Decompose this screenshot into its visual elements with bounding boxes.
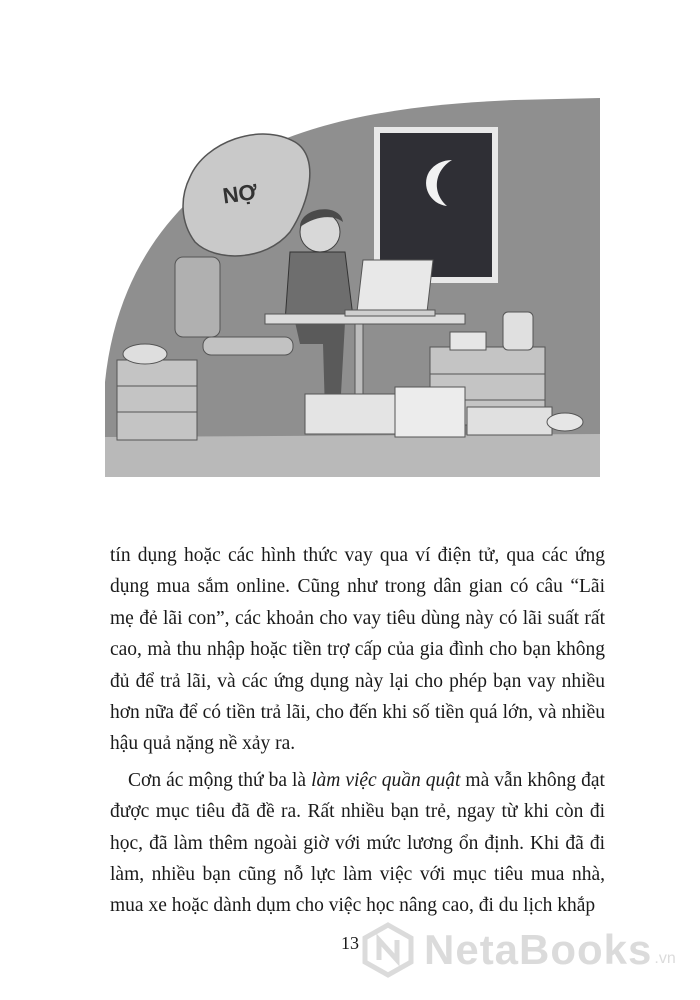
watermark-brand: NetaBooks bbox=[424, 926, 653, 973]
paragraph-2-start: Cơn ác mộng thứ ba là bbox=[128, 769, 312, 791]
paragraph-2-emphasis: làm việc quần quật bbox=[311, 769, 461, 791]
paragraph-2-rest: mà vẫn không đạt được mục tiêu đã đề ra. Rất nhiều bạn trẻ, ngay từ khi còn đi học, đã làm thêm ngoài giờ với mức lương ổn định. Khi đã đi làm, nhiều bạn cũng nỗ lực làm việc với mục tiêu mua nhà, mua xe hoặc dành dụm cho việc học nâng cao, đi du lịch khắp bbox=[110, 769, 605, 917]
paper-stack-2 bbox=[395, 387, 465, 437]
paper-stack-3 bbox=[467, 407, 552, 435]
night-work-illustration bbox=[95, 82, 605, 477]
kettle bbox=[503, 312, 533, 350]
page-number: 13 bbox=[341, 933, 359, 953]
body-text bbox=[110, 540, 605, 922]
debt-rock-label: NỢ bbox=[221, 178, 259, 209]
chair-seat bbox=[203, 337, 293, 355]
laptop bbox=[357, 260, 433, 312]
bucket bbox=[547, 413, 583, 431]
chair-back bbox=[175, 257, 220, 337]
person-body bbox=[285, 252, 353, 322]
watermark-suffix: .vn bbox=[654, 950, 676, 967]
cups bbox=[450, 332, 486, 350]
paper-stack-1 bbox=[305, 394, 395, 434]
cat bbox=[123, 344, 167, 364]
netabooks-logo-icon bbox=[360, 922, 416, 978]
watermark bbox=[360, 915, 690, 985]
window bbox=[377, 130, 495, 280]
laptop-base bbox=[345, 310, 435, 316]
left-cabinet bbox=[117, 360, 197, 440]
paragraph-1: tín dụng hoặc các hình thức vay qua ví điện tử, qua các ứng dụng mua sắm online. Cũng như trong dân gian có câu “Lãi mẹ đẻ lãi con”, các khoản cho vay tiêu dùng này có lãi suất rất cao, mà thu nhập hoặc tiền trợ cấp của gia đình cho bạn không đủ để trả lãi, và các ứng dụng này lại cho phép bạn vay nhiều hơn nữa để có tiền trả lãi, cho đến khi số tiền quá lớn, và nhiều hậu quả nặng nề xảy ra. bbox=[110, 545, 605, 755]
paragraph-2 bbox=[110, 765, 605, 922]
